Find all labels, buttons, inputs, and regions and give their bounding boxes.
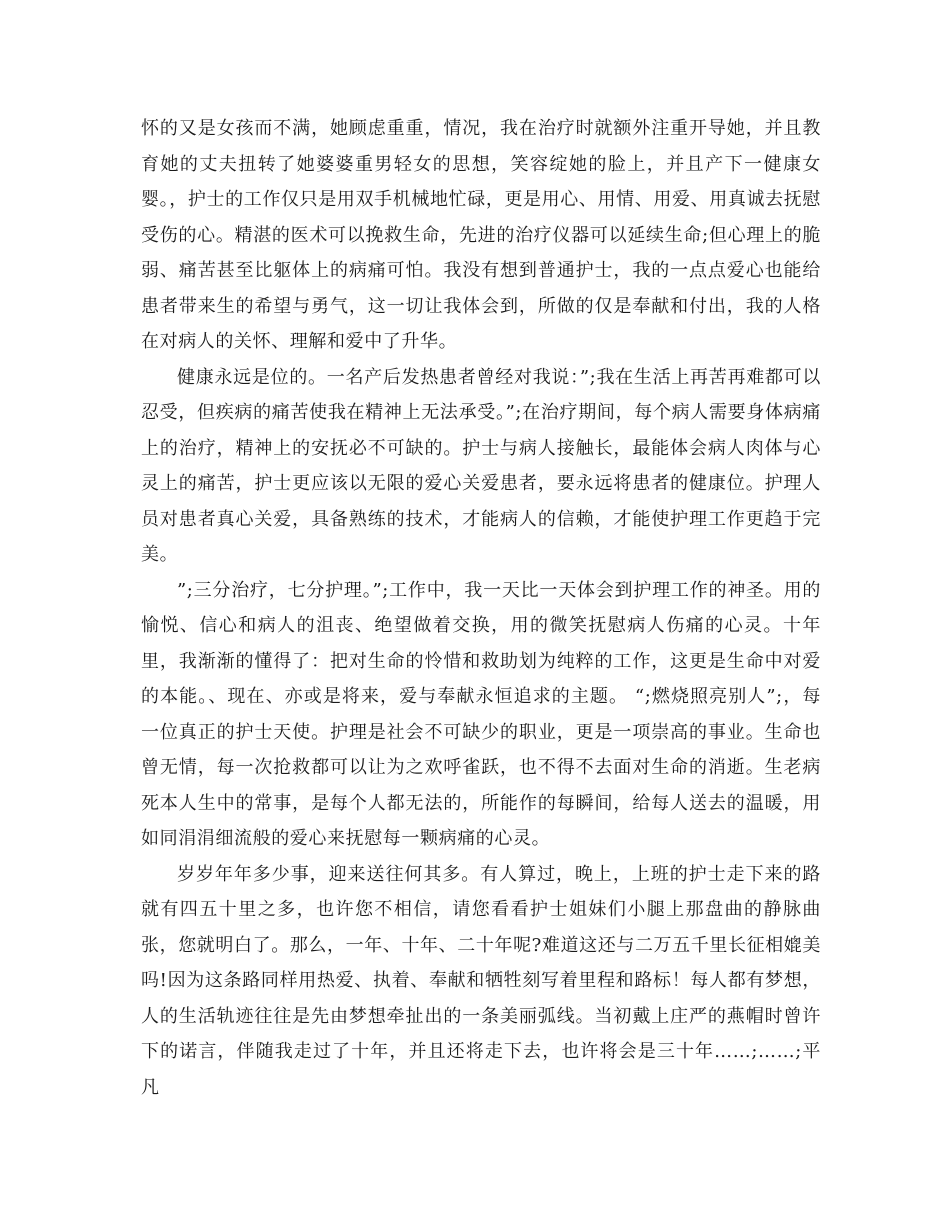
- paragraph-1: 怀的又是女孩而不满，她顾虑重重，情况，我在治疗时就额外注重开导她，并且教育她的丈夫扭转了她婆婆重男轻女的思想，笑容绽她的脸上，并且产下一健康女婴。，护士的工作仅只是用双手机械地忙碌，更是用心、用情、用爱、用真诚去抚慰受伤的心。精湛的医术可以挽救生命，先进的治疗仪器可以延续生命;但心理上的脆弱、痛苦甚至比躯体上的病痛可怕。我没有想到普通护士，我的一点点爱心也能给患者带来生的希望与勇气，这一切让我体会到，所做的仅是奉献和付出，我的人格在对病人的关怀、理解和爱中了升华。: [141, 118, 821, 352]
- paragraph-2: 健康永远是位的。一名产后发热患者曾经对我说：”;我在生活上再苦再难都可以忍受，但疾病的痛苦使我在精神上无法承受。”;在治疗期间，每个病人需要身体病痛上的治疗，精神上的安抚必不可缺的。护士与病人接触长，最能体会病人肉体与心灵上的痛苦，护士更应该以无限的爱心关爱患者，要永远将患者的健康位。护理人员对患者真心关爱，具备熟练的技术，才能病人的信赖，才能使护理工作更趋于完美。: [141, 366, 821, 565]
- paragraph-3: ”;三分治疗，七分护理。”;工作中，我一天比一天体会到护理工作的神圣。用的愉悦、信心和病人的沮丧、绝望做着交换，用的微笑抚慰病人伤痛的心灵。十年里，我渐渐的懂得了：把对生命的怜惜和救助划为纯粹的工作，这更是生命中对爱的本能。、现在、亦或是将来，爱与奉献永恒追求的主题。 “;燃烧照亮别人”;，每一位真正的护士天使。护理是社会不可缺少的职业，更是一项崇高的事业。生命也曾无情，每一次抢救都可以让为之欢呼雀跃，也不得不去面对生命的消逝。生老病死本人生中的常事，是每个人都无法的，所能作的每瞬间，给每人送去的温暖，用如同涓涓细流般的爱心来抚慰每一颗病痛的心灵。: [141, 579, 821, 849]
- body-text: [141, 111, 821, 1105]
- paragraph-4: 岁岁年年多少事，迎来送往何其多。有人算过，晚上，上班的护士走下来的路就有四五十里之多，也许您不相信，请您看看护士姐妹们小腿上那盘曲的静脉曲张，您就明白了。那么，一年、十年、二十年呢?难道这还与二万五千里长征相媲美吗!因为这条路同样用热爱、执着、奉献和牺牲刻写着里程和路标！每人都有梦想，人的生活轨迹往往是先由梦想牵扯出的一条美丽弧线。当初戴上庄严的燕帽时曾许下的诺言，伴随我走过了十年，并且还将走下去，也许将会是三十年……;……;平凡: [141, 863, 821, 1098]
